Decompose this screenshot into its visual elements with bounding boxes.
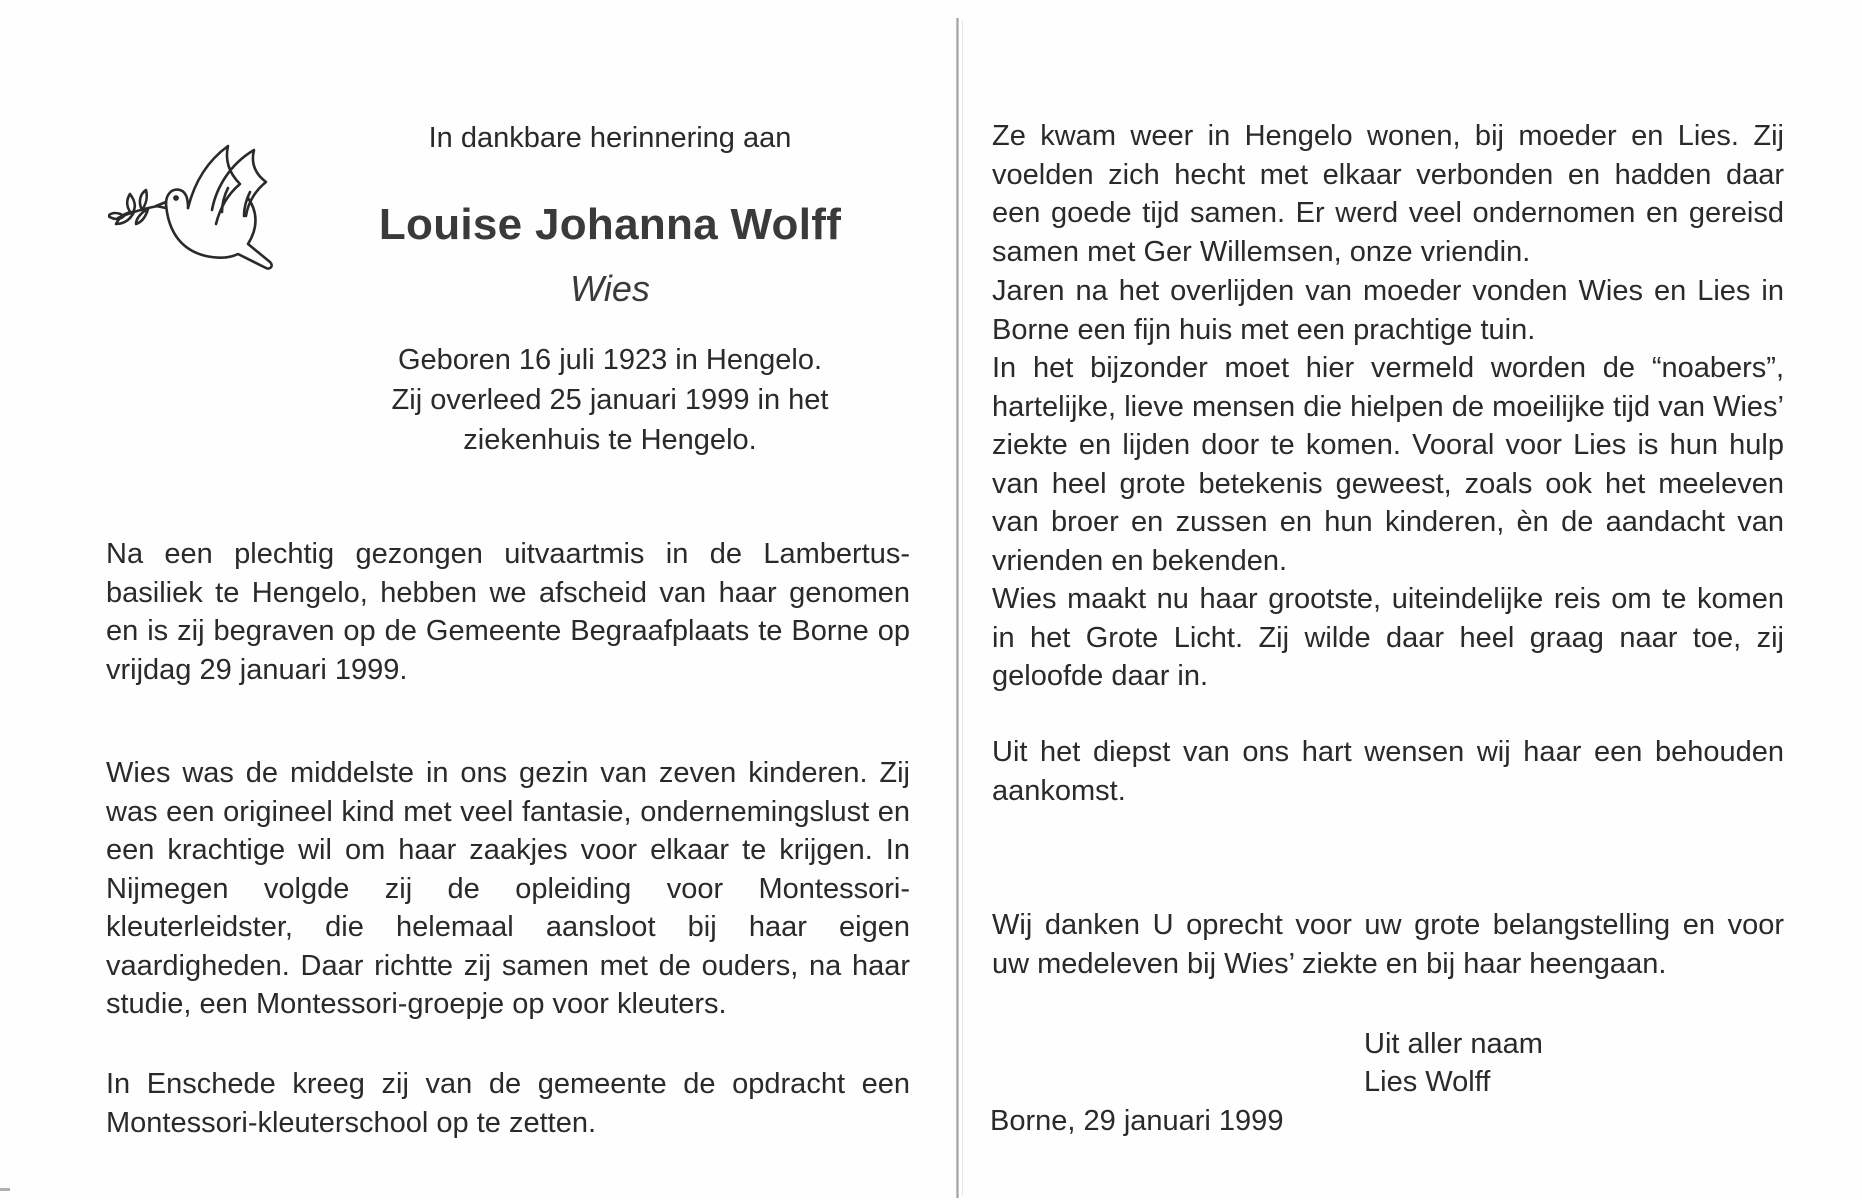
place-date: Borne, 29 januari 1999 (990, 1105, 1284, 1137)
death-place-line: ziekenhuis te Hengelo. (463, 424, 757, 456)
center-fold (956, 18, 959, 1198)
wish-paragraph: Uit het diepst van ons hart wensen wij haar een behouden aankomst. (992, 736, 1784, 807)
funeral-paragraph: Na een plechtig gezongen uitvaartmis in de Lambertus-basiliek te Hengelo, hebben we afscheid van haar genomen en is zij begraven op de Gemeente Begraafplaats te Borne op vrijdag 29 januari 1999. (106, 538, 910, 686)
signature-line-1: Uit aller naam (1364, 1028, 1543, 1060)
dedication-intro: In dankbare herinnering aan (428, 122, 792, 154)
hengelo-paragraph: Ze kwam weer in Hengelo wonen, bij moeder en Lies. Zij voelden zich hecht met elkaar verbonden en hadden daar een goede tijd samen. Er werd veel ondernomen en gereisd samen met Ger Willemsen, onze vriendin. (992, 120, 1784, 268)
death-line: Zij overleed 25 januari 1999 in het (391, 384, 829, 416)
thanks-paragraph: Wij danken U oprecht voor uw grote belangstelling en voor uw medeleven bij Wies’ ziekte en bij haar heengaan. (992, 909, 1784, 980)
deceased-name: Louise Johanna Wolff (378, 200, 842, 249)
deceased-nickname: Wies (570, 268, 650, 309)
signature-name: Lies Wolff (1364, 1066, 1491, 1098)
birth-line: Geboren 16 juli 1923 in Hengelo. (397, 344, 823, 376)
center-fold-shadow (962, 20, 963, 1195)
neighbours-paragraph: In het bijzonder moet hier vermeld worden de “noabers”, hartelijke, lieve mensen die hielpen de moeilijke tijd van Wies’ ziekte en lijden door te komen. Vooral voor Lies is hun hulp van heel grote betekenis geweest, zoals ook het meeleven van broer en zussen en hun kinderen, èn de aandacht van vrienden en bekenden. (992, 352, 1784, 577)
childhood-paragraph: Wies was de middelste in ons gezin van zeven kinderen. Zij was een origineel kind met veel fantasie, ondernemingslust en een krachtige wil om haar zaakjes voor elkaar te krijgen. In Nijmegen volgde zij de opleiding voor Montessori-kleuterleidster, die helemaal aansloot bij haar eigen vaardigheden. Daar richtte zij samen met de ouders, na haar studie, een Montessori-groepje op voor kleuters. (106, 757, 910, 1020)
edge-mark (0, 1188, 10, 1191)
birth-death-info (310, 340, 910, 460)
career-paragraph: In Enschede kreeg zij van de gemeente de opdracht een Montessori-kleuterschool op te zetten. (106, 1068, 910, 1139)
borne-paragraph: Jaren na het overlijden van moeder vonden Wies en Lies in Borne een fijn huis met een prachtige tuin. (992, 275, 1784, 346)
journey-paragraph: Wies maakt nu haar grootste, uiteindelijke reis om te komen in het Grote Licht. Zij wilde daar heel graag naar toe, zij geloofde daar in. (992, 583, 1784, 692)
dove-icon (108, 132, 278, 282)
